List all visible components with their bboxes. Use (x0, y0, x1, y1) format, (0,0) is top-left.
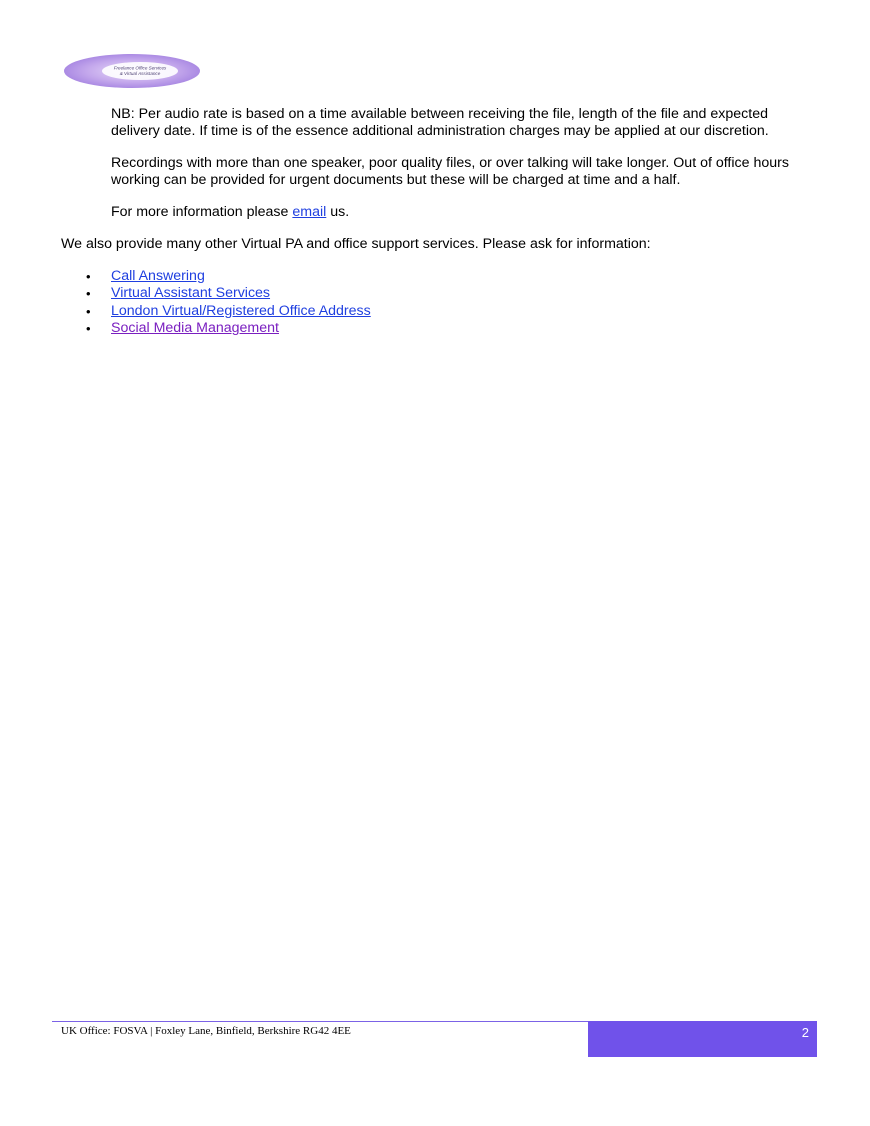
bullet-icon: • (86, 321, 91, 337)
logo-graphic (62, 52, 202, 90)
more-info-paragraph (111, 204, 349, 221)
social-media-management-link[interactable]: Social Media Management (111, 320, 279, 337)
more-info-text: For more information please (111, 204, 293, 220)
list-item (85, 268, 371, 285)
company-logo (62, 52, 202, 90)
virtual-assistant-services-link[interactable]: Virtual Assistant Services (111, 285, 271, 302)
more-info-suffix: us. (326, 204, 350, 220)
nb-paragraph (111, 106, 769, 139)
logo-text-line1: Freelance Office Services (113, 65, 167, 71)
bullet-icon: • (86, 286, 91, 302)
london-office-address-link[interactable]: London Virtual/Registered Office Address (111, 302, 371, 319)
email-link[interactable]: email (292, 204, 327, 220)
recordings-line-2: working can be provided for urgent documents but these will be charged at time and a half. (111, 171, 681, 188)
recordings-line-1: Recordings with more than one speaker, poor quality files, or over talking will take longer. Out of office hours (111, 155, 789, 171)
services-list (85, 268, 371, 338)
list-item (85, 303, 371, 320)
list-item (85, 285, 371, 302)
nb-line-1: NB: Per audio rate is based on a time available between receiving the file, length of the file and expected (111, 106, 768, 122)
footer-address: UK Office: FOSVA | Foxley Lane, Binfield, Berkshire RG42 4EE (61, 1025, 351, 1037)
recordings-paragraph (111, 155, 789, 188)
footer-page-box (588, 1021, 817, 1057)
nb-line-2: delivery date. If time is of the essence additional administration charges may be applied at our discretion. (111, 122, 769, 139)
footer-divider (52, 1021, 588, 1022)
bullet-icon: • (86, 303, 91, 319)
page-number: 2 (801, 1025, 809, 1040)
call-answering-link[interactable]: Call Answering (111, 268, 205, 284)
list-item (85, 320, 371, 337)
logo-text-line2: & Virtual Assistance (119, 71, 161, 76)
bullet-icon: • (86, 269, 91, 284)
other-services-intro: We also provide many other Virtual PA and office support services. Please ask for information: (61, 236, 651, 252)
